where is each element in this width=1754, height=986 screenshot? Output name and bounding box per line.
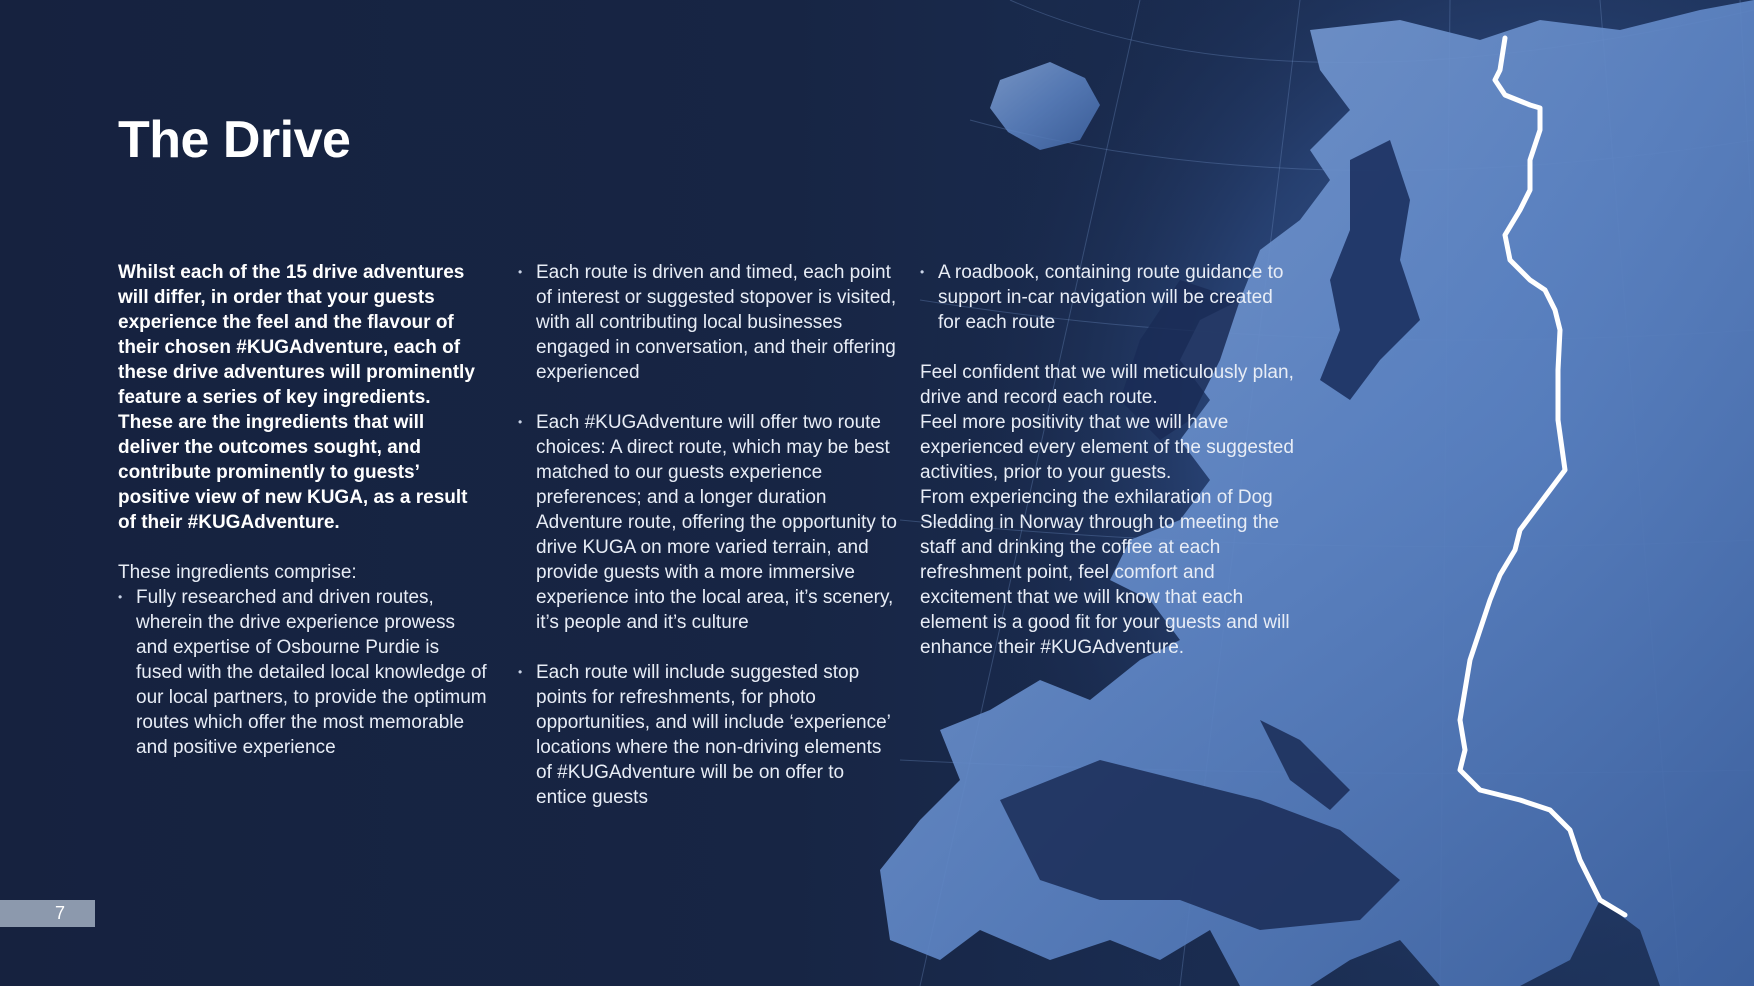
confidence-paragraph: Feel confident that we will meticulously plan, drive and record each route. — [920, 362, 1294, 408]
list-item-text: A roadbook, containing route guidance to support in-car navigation will be created for each route — [938, 262, 1284, 333]
ingredients-lead: These ingredients comprise: — [118, 562, 357, 583]
bullet-icon: • — [118, 590, 123, 604]
page-number-badge: 7 — [0, 900, 95, 927]
list-item-text: Each route is driven and timed, each point of interest or suggested stopover is visited, with all contributing local businesses engaged in conversation, and their offering experienced — [536, 262, 897, 383]
bullet-icon: • — [920, 265, 925, 279]
list-item — [518, 260, 900, 385]
list-item-text: Fully researched and driven routes, wherein the drive experience prowess and expertise of Osbourne Purdie is fused with the detailed local knowledge of our local partners, to provide the optimum routes which offer the most memorable and positive experience — [136, 587, 487, 758]
column-route-details — [518, 260, 900, 810]
ingredients-list — [118, 585, 488, 760]
list-item-text: Each #KUGAdventure will offer two route choices: A direct route, which may be best matched to our guests experience preferences; and a longer duration Adventure route, offering the opportunity to drive KUGA on more varied terrain, and provide guests with a more immersive experience into the local area, it’s scenery, it’s people and it’s culture — [536, 412, 897, 633]
route-details-list — [518, 260, 900, 810]
roadbook-list — [920, 260, 1300, 335]
column-ingredients — [118, 260, 488, 760]
experience-paragraph: From experiencing the exhilaration of Dog Sledding in Norway through to meeting the staff and drinking the coffee at each refreshment point, feel comfort and excitement that we will know that each element is a good fit for your guests and will enhance their #KUGAdventure. — [920, 487, 1290, 658]
column-confidence — [920, 260, 1300, 660]
list-item — [920, 260, 1300, 335]
confidence-paragraphs — [920, 360, 1300, 660]
intro-paragraph: Whilst each of the 15 drive adventures will differ, in order that your guests experience the feel and the flavour of their chosen #KUGAdventure, each of these drive adventures will prominently feature a series of key ingredients. These are the ingredients that will deliver the outcomes sought, and contribute prominently to guests’ positive view of new KUGA, as a result of their #KUGAdventure. — [118, 262, 475, 533]
bullet-icon: • — [518, 665, 523, 679]
bullet-icon: • — [518, 415, 523, 429]
bullet-icon: • — [518, 265, 523, 279]
list-item — [518, 660, 900, 810]
list-item — [118, 585, 488, 760]
list-item-text: Each route will include suggested stop points for refreshments, for photo opportunities, and will include ‘experience’ locations where the non-driving elements of #KUGAdventure will be on offer to entice guests — [536, 662, 891, 808]
page-title: The Drive — [118, 111, 351, 169]
positivity-paragraph: Feel more positivity that we will have experienced every element of the suggested activities, prior to your guests. — [920, 412, 1294, 483]
list-item — [518, 410, 900, 635]
